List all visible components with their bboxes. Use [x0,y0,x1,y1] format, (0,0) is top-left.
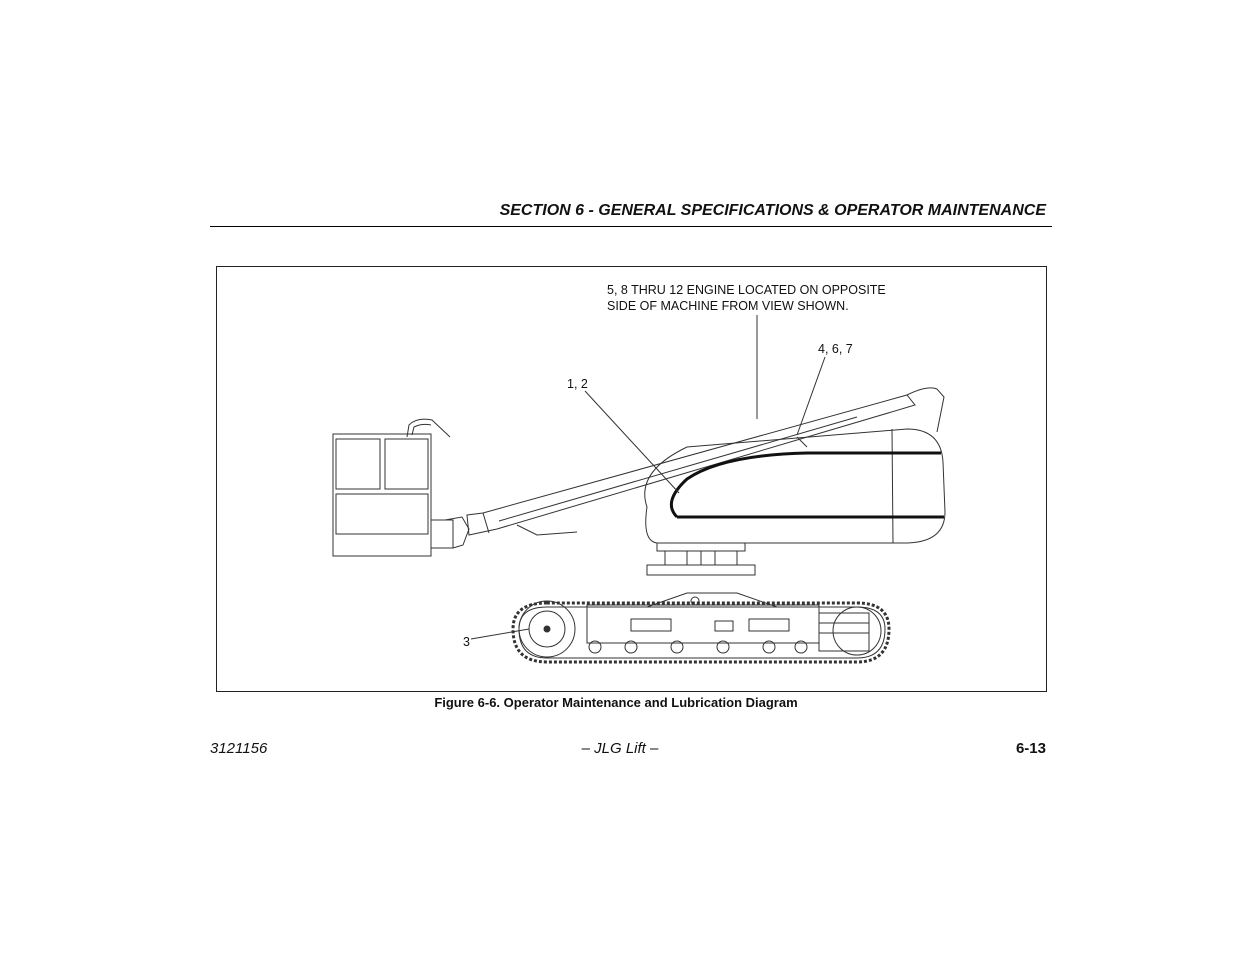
callout-4-6-7: 4, 6, 7 [818,342,853,356]
leader-1-2 [585,391,679,493]
callout-1-2: 1, 2 [567,377,588,391]
machine-diagram [217,267,1046,691]
figure-frame [216,266,1047,692]
section-header: SECTION 6 - GENERAL SPECIFICATIONS & OPERATOR MAINTENANCE [499,202,1046,219]
track-frame [587,605,819,643]
footer-page-number: 6-13 [1015,740,1046,757]
callout-3: 3 [463,635,470,649]
footer-center-text: – JLG Lift – [581,740,659,757]
header-rule [210,226,1052,227]
platform-basket [333,434,431,556]
swing-bearing [657,543,745,551]
callout-engine-note-line2: SIDE OF MACHINE FROM VIEW SHOWN. [607,299,849,313]
figure-caption: Figure 6-6. Operator Maintenance and Lubrication Diagram [434,695,798,710]
engine-cover [645,429,945,543]
leader-4-6-7 [797,357,825,435]
footer-doc-number: 3121156 [210,740,268,757]
callout-engine-note-line1: 5, 8 THRU 12 ENGINE LOCATED ON OPPOSITE [607,283,886,297]
